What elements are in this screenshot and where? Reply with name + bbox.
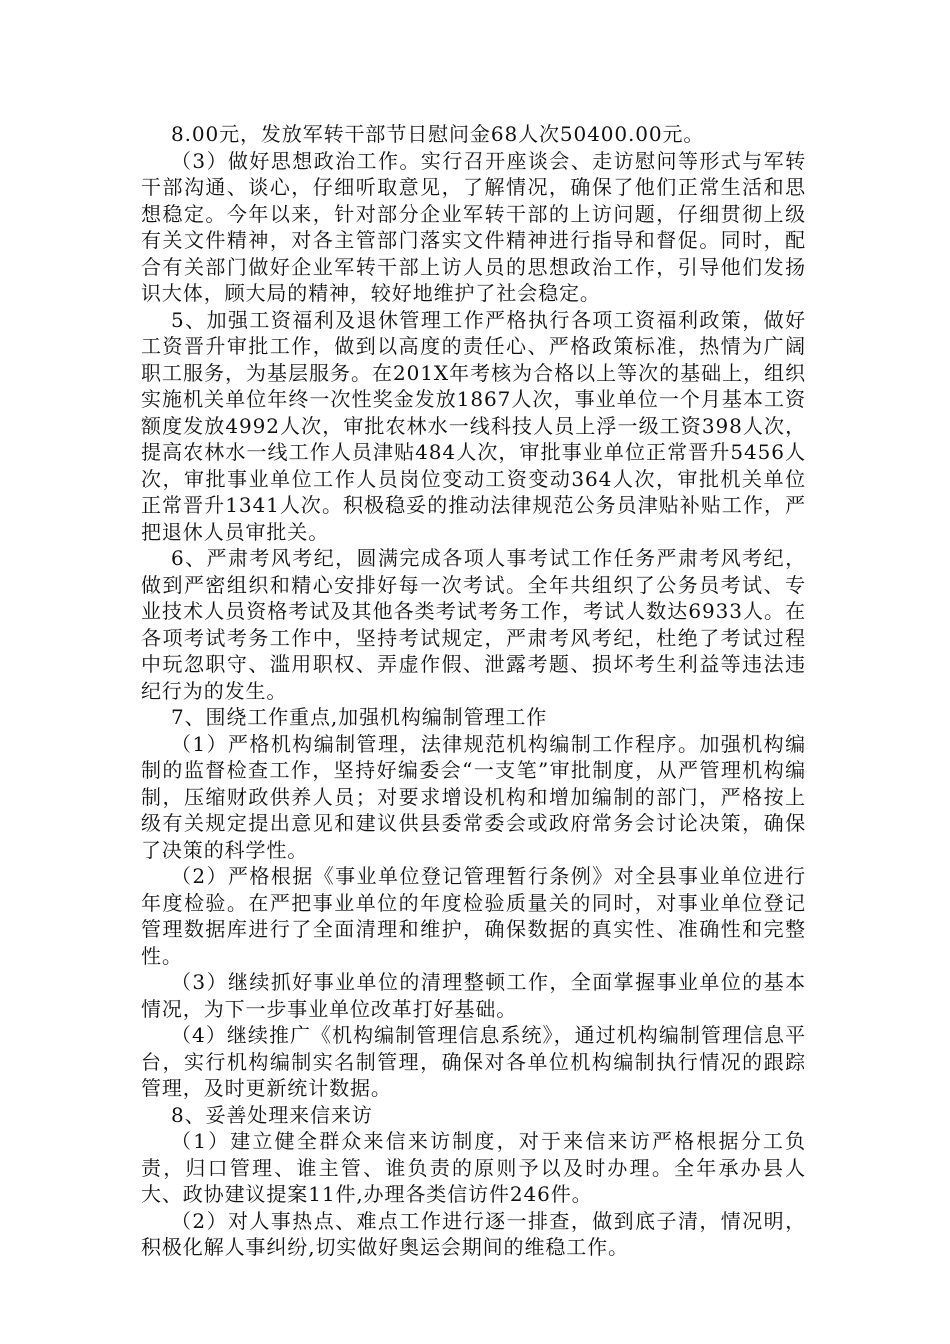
paragraph-staffing-4: （4）继续推广《机构编制管理信息系统》，通过机构编制管理信息平台，实行机构编制实名制管理，确保对各单位机构编制执行情况的跟踪管理，及时更新统计数据。: [141, 1023, 806, 1100]
paragraph-exam-discipline: 6、严肃考风考纪，圆满完成各项人事考试工作任务严肃考风考纪，做到严密组织和精心安排好每一次考试。全年共组织了公务员考试、专业技术人员资格考试及其他各类考试考务工作，考试人数达6933人。在各项考试考务工作中，坚持考试规定，严肃考风考纪，杜绝了考试过程中玩忽职守、滥用职权、弄虚作假、泄露考题、损坏考生利益等违法违纪行为的发生。: [141, 546, 806, 703]
paragraph-staffing-3: （3）继续抓好事业单位的清理整顿工作，全面掌握事业单位的基本情况，为下一步事业单位改革打好基础。: [141, 970, 806, 1021]
paragraph-staffing-1: （1）严格机构编制管理，法律规范机构编制工作程序。加强机构编制的监督检查工作，坚持好编委会“一支笔”审批制度，从严管理机构编制，压缩财政供养人员；对要求增设机构和增加编制的部门，严格按上级有关规定提出意见和建议供县委常委会或政府常务会讨论决策，确保了决策的科学性。: [141, 731, 806, 862]
paragraph-ideological-work: （3）做好思想政治工作。实行召开座谈会、走访慰问等形式与军转干部沟通、谈心，仔细听取意见，了解情况，确保了他们正常生活和思想稳定。今年以来，针对部分企业军转干部的上访问题，仔细贯彻上级有关文件精神，对各主管部门落实文件精神进行指导和督促。同时，配合有关部门做好企业军转干部上访人员的思想政治工作，引导他们发扬识大体，顾大局的精神，较好地维护了社会稳定。: [141, 148, 806, 305]
section-heading-petitions: 8、妥善处理来信来访: [171, 1102, 373, 1127]
paragraph-continuation: 8.00元，发放军转干部节日慰问金68人次50400.00元。: [171, 122, 705, 146]
section-heading-staffing: 7、围绕工作重点,加强机构编制管理工作: [171, 705, 548, 729]
paragraph-staffing-2: （2）严格根据《事业单位登记管理暂行条例》对全县事业单位进行年度检验。在严把事业单位的年度检验质量关的同时，对事业单位登记管理数据库进行了全面清理和维护，确保数据的真实性、准确性和完整性。: [141, 864, 806, 968]
paragraph-petitions-2: （2）对人事热点、难点工作进行逐一排查，做到底子清，情况明，积极化解人事纠纷,切实做好奥运会期间的维稳工作。: [141, 1208, 806, 1259]
document-page: [141, 121, 806, 1261]
paragraph-salary-welfare: 5、加强工资福利及退休管理工作严格执行各项工资福利政策，做好工资晋升审批工作，做到以高度的责任心、严格政策标准，热情为广阔职工服务，为基层服务。在201X年考核为合格以上等次的基础上，组织实施机关单位年终一次性奖金发放1867人次，事业单位一个月基本工资额度发放4992人次，审批农林水一线科技人员上浮一级工资398人次，提高农林水一线工作人员津贴484人次，审批事业单位正常晋升5456人次，审批事业单位工作人员岗位变动工资变动364人次，审批机关单位正常晋升1341人次。积极稳妥的推动法律规范公务员津贴补贴工作，严把退休人员审批关。: [141, 307, 806, 544]
paragraph-petitions-1: （1）建立健全群众来信来访制度，对于来信来访严格根据分工负责，归口管理、谁主管、谁负责的原则予以及时办理。全年承办县人大、政协建议提案11件,办理各类信访件246件。: [141, 1129, 806, 1206]
